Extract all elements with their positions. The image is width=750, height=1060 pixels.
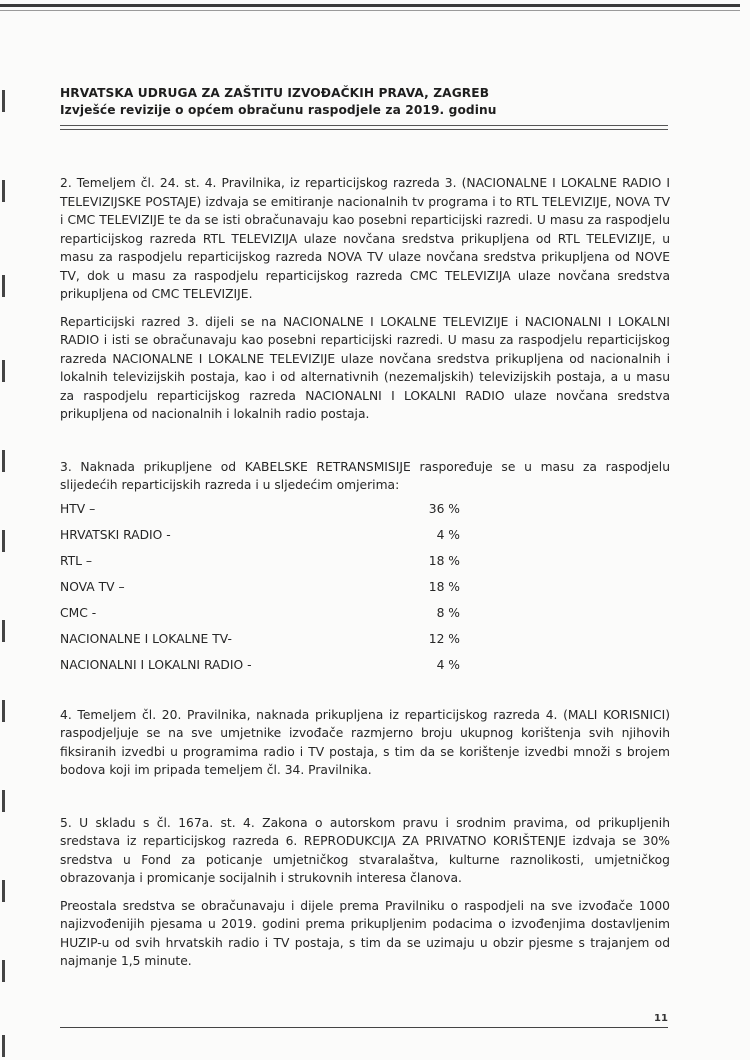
header-rule-top [60,125,668,126]
organization-title: HRVATSKA UDRUGA ZA ZAŠTITU IZVOĐAČKIH PRAVA, ZAGREB [60,86,490,100]
section-2-paragraph-1: 2. Temeljem čl. 24. st. 4. Pravilnika, iz reparticijskog razreda 3. (NACIONALNE I LOKALNE RADIO I TELEVIZIJSKE POSTAJE) izdvaja se emitiranje nacionalnih tv programa i to RTL TELEVIZIJE, NOVA TV i CMC TELEVIZIJE te da se isti obračunavaju kao posebni reparticijski razredi. U masu za raspodjelu reparticijskog razreda RTL TELEVIZIJA ulaze novčana sredstva prikupljena od RTL TELEVIZIJE, u masu za raspodjelu reparticijskog razreda NOVA TV ulaze novčana sredstva prikupljena od NOVE TV, dok u masu za raspodjelu reparticijskog razreda CMC TELEVIZIJA ulaze novčana sredstva prikupljena od CMC TELEVIZIJE. [60,176,670,301]
binding-hole-marks [2,60,10,1060]
row-label: NOVA TV – [60,579,125,594]
row-label: RTL – [60,553,93,568]
document-body [60,174,670,980]
row-percentage: 18 % [428,553,460,568]
top-border-rule [0,4,740,7]
row-percentage: 36 % [428,501,460,516]
row-percentage: 8 % [436,605,460,620]
row-percentage: 18 % [428,579,460,594]
row-label: HRVATSKI RADIO - [60,527,171,542]
section-2-paragraph-2: Reparticijski razred 3. dijeli se na NACIONALNE I LOKALNE TELEVIZIJE i NACIONALNI I LOKALNI RADIO i isti se obračunavaju kao posebni reparticijski razredi. U masu za raspodjelu reparticijskog razreda NACIONALNE I LOKALNE TELEVIZIJE ulaze novčana sredstva prikupljena od nacionalnih i lokalnih televizijskih postaja, kao i od alternativnih (nezemaljskih) televizijskih postaja, a u masu za raspodjelu reparticijskog razreda NACIONALNI I LOKALNI RADIO ulaze novčana sredstva prikupljena od nacionalnih i lokalnih radio postaja. [60,314,670,421]
row-percentage: 4 % [436,657,460,672]
row-label: NACIONALNI I LOKALNI RADIO - [60,657,252,672]
section-4-paragraph: 4. Temeljem čl. 20. Pravilnika, naknada prikupljena iz reparticijskog razreda 4. (MALI KORISNICI) raspodjeljuje se na sve umjetnike izvođače razmjerno broju ukupnog korištenja svih njihovih fiksiranih izvedbi u programima radio i TV postaja, s tim da se korištenje izvedbi množi s brojem bodova koji im pripada temeljem čl. 34. Pravilnika. [60,707,670,777]
row-label: HTV – [60,501,96,516]
footer-rule [60,1027,668,1028]
table-row [60,629,460,655]
report-title: Izvješće revizije o općem obračunu raspodjele za 2019. godinu [60,103,497,117]
section-5-paragraph-2: Preostala sredstva se obračunavaju i dijele prema Pravilniku o raspodjeli na sve izvođače 1000 najizvođenijih pjesama u 2019. godini prema prikupljenim podacima o izvođenjima dostavljenim HUZIP-u od svih hrvatskih radio i TV postaja, s tim da se uzimaju u obzir pjesme s trajanjem od najmanje 1,5 minute. [60,898,670,968]
section-3-intro: 3. Naknada prikupljene od KABELSKE RETRANSMISIJE raspoređuje se u masu za raspodjelu slijedećih reparticijskih razreda i u sljedećim omjerima: [60,459,670,492]
row-percentage: 4 % [436,527,460,542]
table-row [60,525,460,551]
row-label: CMC - [60,605,97,620]
row-percentage: 12 % [428,631,460,646]
distribution-table [60,499,460,681]
header-rule-bottom [60,129,668,130]
row-label: NACIONALNE I LOKALNE TV- [60,631,232,646]
document-header [60,85,670,119]
table-row [60,499,460,525]
top-border-rule-thin [0,10,740,11]
table-row [60,551,460,577]
table-row [60,603,460,629]
page-number: 11 [654,1013,668,1024]
table-row [60,577,460,603]
section-5-paragraph-1: 5. U skladu s čl. 167a. st. 4. Zakona o autorskom pravu i srodnim pravima, od prikupljenih sredstava iz reparticijskog razreda 6. REPRODUKCIJA ZA PRIVATNO KORIŠTENJE izdvaja se 30% sredstva u Fond za poticanje umjetničkog stvaralaštva, kulturne raznolikosti, umjetničkog obrazovanja i promicanje socijalnih i strukovnih interesa članova. [60,815,670,885]
table-row [60,655,460,681]
